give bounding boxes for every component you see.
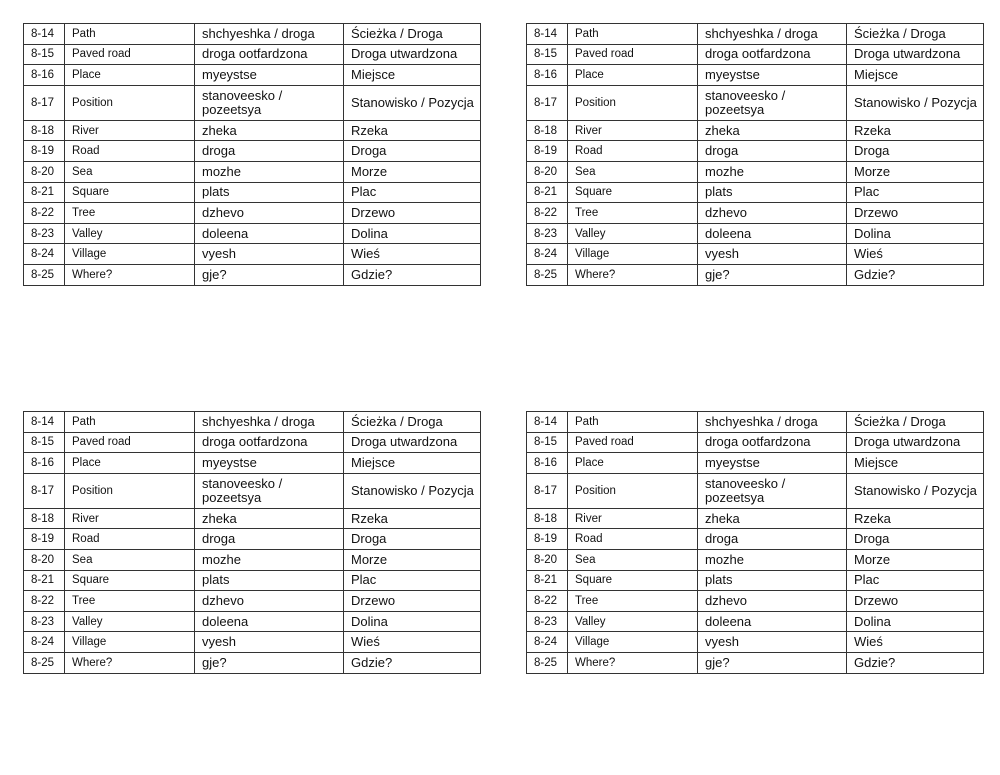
vocab-code-cell: 8-24 xyxy=(527,244,568,265)
vocab-polish-cell: Gdzie? xyxy=(847,652,984,673)
vocab-phonetic-cell: dzhevo xyxy=(698,591,847,612)
vocab-code-cell: 8-20 xyxy=(527,549,568,570)
vocab-phonetic-cell: gje? xyxy=(698,264,847,285)
vocab-phonetic-cell: myeystse xyxy=(698,65,847,86)
vocab-code-cell: 8-22 xyxy=(24,591,65,612)
vocab-phonetic-cell: stanoveesko / pozeetsya xyxy=(698,473,847,508)
table-row xyxy=(24,632,481,653)
vocab-english-cell: Paved road xyxy=(65,44,195,65)
vocab-code-cell: 8-15 xyxy=(24,44,65,65)
vocab-code-cell: 8-20 xyxy=(24,549,65,570)
vocab-phonetic-cell: plats xyxy=(195,570,344,591)
vocab-english-cell: Paved road xyxy=(568,44,698,65)
vocab-polish-cell: Droga xyxy=(344,529,481,550)
vocab-phonetic-cell: stanoveesko / pozeetsya xyxy=(195,85,344,120)
vocab-polish-cell: Drzewo xyxy=(847,591,984,612)
vocab-polish-cell: Miejsce xyxy=(847,65,984,86)
vocab-code-cell: 8-21 xyxy=(24,182,65,203)
table-row xyxy=(527,591,984,612)
vocab-english-cell: Place xyxy=(65,453,195,474)
vocab-code-cell: 8-19 xyxy=(527,141,568,162)
vocab-polish-cell: Ścieżka / Droga xyxy=(344,24,481,45)
vocab-table-bottom-left xyxy=(23,411,481,674)
vocab-code-cell: 8-25 xyxy=(527,652,568,673)
vocab-phonetic-cell: mozhe xyxy=(698,549,847,570)
table-row xyxy=(24,44,481,65)
vocab-polish-cell: Dolina xyxy=(847,611,984,632)
vocab-english-cell: Path xyxy=(65,24,195,45)
vocab-code-cell: 8-20 xyxy=(527,161,568,182)
vocab-english-cell: Place xyxy=(568,65,698,86)
vocab-phonetic-cell: plats xyxy=(195,182,344,203)
vocab-phonetic-cell: gje? xyxy=(195,264,344,285)
vocab-code-cell: 8-17 xyxy=(24,473,65,508)
table-row xyxy=(527,120,984,141)
table-row xyxy=(527,432,984,453)
vocab-english-cell: Village xyxy=(568,632,698,653)
vocab-english-cell: Where? xyxy=(65,264,195,285)
vocab-polish-cell: Plac xyxy=(344,182,481,203)
vocab-phonetic-cell: doleena xyxy=(698,611,847,632)
vocab-phonetic-cell: shchyeshka / droga xyxy=(698,24,847,45)
vocab-code-cell: 8-14 xyxy=(24,24,65,45)
vocab-polish-cell: Droga utwardzona xyxy=(847,44,984,65)
table-row xyxy=(527,264,984,285)
vocab-code-cell: 8-25 xyxy=(24,652,65,673)
vocab-polish-cell: Drzewo xyxy=(344,591,481,612)
vocab-polish-cell: Stanowisko / Pozycja xyxy=(847,473,984,508)
table-row xyxy=(24,549,481,570)
table-row xyxy=(527,244,984,265)
vocab-polish-cell: Gdzie? xyxy=(344,652,481,673)
vocab-code-cell: 8-25 xyxy=(24,264,65,285)
vocab-phonetic-cell: droga ootfardzona xyxy=(195,432,344,453)
vocab-phonetic-cell: dzhevo xyxy=(698,203,847,224)
vocab-code-cell: 8-23 xyxy=(527,223,568,244)
vocab-phonetic-cell: droga ootfardzona xyxy=(195,44,344,65)
vocab-english-cell: Square xyxy=(568,570,698,591)
vocab-phonetic-cell: dzhevo xyxy=(195,591,344,612)
vocab-code-cell: 8-15 xyxy=(527,432,568,453)
vocab-code-cell: 8-16 xyxy=(527,453,568,474)
vocab-phonetic-cell: stanoveesko / pozeetsya xyxy=(195,473,344,508)
vocab-phonetic-cell: droga xyxy=(698,141,847,162)
vocab-english-cell: Road xyxy=(568,141,698,162)
table-row xyxy=(24,85,481,120)
table-row xyxy=(527,529,984,550)
vocab-phonetic-cell: doleena xyxy=(698,223,847,244)
vocab-polish-cell: Drzewo xyxy=(344,203,481,224)
table-row xyxy=(527,473,984,508)
vocab-polish-cell: Morze xyxy=(344,549,481,570)
vocab-polish-cell: Miejsce xyxy=(344,65,481,86)
vocab-code-cell: 8-21 xyxy=(24,570,65,591)
vocab-phonetic-cell: shchyeshka / droga xyxy=(698,412,847,433)
vocab-code-cell: 8-25 xyxy=(527,264,568,285)
vocab-phonetic-cell: shchyeshka / droga xyxy=(195,24,344,45)
vocab-phonetic-cell: vyesh xyxy=(698,244,847,265)
vocab-polish-cell: Ścieżka / Droga xyxy=(847,412,984,433)
vocab-polish-cell: Wieś xyxy=(847,244,984,265)
table-row xyxy=(24,223,481,244)
table-row xyxy=(527,24,984,45)
vocab-polish-cell: Droga utwardzona xyxy=(344,432,481,453)
vocab-phonetic-cell: mozhe xyxy=(698,161,847,182)
vocab-code-cell: 8-17 xyxy=(527,473,568,508)
vocab-polish-cell: Plac xyxy=(847,182,984,203)
vocab-polish-cell: Miejsce xyxy=(344,453,481,474)
vocab-polish-cell: Wieś xyxy=(344,632,481,653)
vocab-phonetic-cell: droga ootfardzona xyxy=(698,44,847,65)
vocab-polish-cell: Morze xyxy=(847,549,984,570)
table-row xyxy=(527,508,984,529)
vocab-phonetic-cell: vyesh xyxy=(195,244,344,265)
vocab-table-bottom-right xyxy=(526,411,984,674)
vocab-polish-cell: Rzeka xyxy=(344,120,481,141)
table-row xyxy=(527,203,984,224)
vocab-phonetic-cell: myeystse xyxy=(698,453,847,474)
vocab-code-cell: 8-18 xyxy=(527,508,568,529)
vocab-english-cell: Road xyxy=(65,141,195,162)
table-row xyxy=(527,44,984,65)
table-row xyxy=(527,85,984,120)
vocab-polish-cell: Rzeka xyxy=(344,508,481,529)
vocab-code-cell: 8-17 xyxy=(527,85,568,120)
vocab-code-cell: 8-21 xyxy=(527,182,568,203)
table-row xyxy=(527,141,984,162)
vocab-code-cell: 8-14 xyxy=(24,412,65,433)
vocab-english-cell: Valley xyxy=(65,611,195,632)
vocab-english-cell: Road xyxy=(568,529,698,550)
vocab-phonetic-cell: zheka xyxy=(698,508,847,529)
table-row xyxy=(527,632,984,653)
vocab-english-cell: Tree xyxy=(65,591,195,612)
vocab-phonetic-cell: mozhe xyxy=(195,549,344,570)
vocab-polish-cell: Gdzie? xyxy=(847,264,984,285)
table-row xyxy=(24,141,481,162)
vocab-english-cell: Position xyxy=(568,473,698,508)
vocab-polish-cell: Ścieżka / Droga xyxy=(344,412,481,433)
vocab-english-cell: Valley xyxy=(568,611,698,632)
vocab-phonetic-cell: myeystse xyxy=(195,65,344,86)
vocab-english-cell: Path xyxy=(568,412,698,433)
table-row xyxy=(24,244,481,265)
vocab-english-cell: Valley xyxy=(65,223,195,244)
vocab-code-cell: 8-19 xyxy=(527,529,568,550)
vocab-phonetic-cell: doleena xyxy=(195,223,344,244)
vocab-english-cell: Tree xyxy=(568,591,698,612)
vocab-polish-cell: Rzeka xyxy=(847,120,984,141)
vocab-phonetic-cell: dzhevo xyxy=(195,203,344,224)
table-row xyxy=(527,570,984,591)
table-row xyxy=(24,65,481,86)
table-row xyxy=(24,473,481,508)
vocab-english-cell: Where? xyxy=(568,264,698,285)
vocab-phonetic-cell: plats xyxy=(698,182,847,203)
vocab-code-cell: 8-16 xyxy=(24,453,65,474)
vocab-english-cell: Sea xyxy=(568,549,698,570)
vocab-polish-cell: Droga utwardzona xyxy=(344,44,481,65)
vocab-phonetic-cell: mozhe xyxy=(195,161,344,182)
vocab-phonetic-cell: doleena xyxy=(195,611,344,632)
vocab-polish-cell: Wieś xyxy=(847,632,984,653)
vocab-code-cell: 8-22 xyxy=(527,203,568,224)
vocab-polish-cell: Morze xyxy=(344,161,481,182)
vocab-phonetic-cell: vyesh xyxy=(195,632,344,653)
vocab-english-cell: Square xyxy=(65,570,195,591)
vocab-code-cell: 8-24 xyxy=(24,632,65,653)
vocab-code-cell: 8-20 xyxy=(24,161,65,182)
vocab-phonetic-cell: droga xyxy=(698,529,847,550)
vocab-phonetic-cell: gje? xyxy=(698,652,847,673)
vocab-english-cell: River xyxy=(65,120,195,141)
table-row xyxy=(24,161,481,182)
table-row xyxy=(527,652,984,673)
vocab-polish-cell: Dolina xyxy=(344,611,481,632)
vocab-english-cell: Tree xyxy=(65,203,195,224)
table-row xyxy=(527,453,984,474)
vocab-code-cell: 8-22 xyxy=(24,203,65,224)
table-row xyxy=(24,591,481,612)
vocab-english-cell: Position xyxy=(65,85,195,120)
table-row xyxy=(24,24,481,45)
vocab-english-cell: Sea xyxy=(568,161,698,182)
vocab-polish-cell: Droga xyxy=(847,529,984,550)
vocab-phonetic-cell: vyesh xyxy=(698,632,847,653)
vocab-polish-cell: Dolina xyxy=(847,223,984,244)
vocab-code-cell: 8-18 xyxy=(24,508,65,529)
vocab-table-top-left xyxy=(23,23,481,286)
vocab-english-cell: River xyxy=(568,120,698,141)
vocab-english-cell: Position xyxy=(568,85,698,120)
vocab-polish-cell: Stanowisko / Pozycja xyxy=(344,473,481,508)
vocab-phonetic-cell: zheka xyxy=(195,508,344,529)
table-row xyxy=(24,508,481,529)
vocab-code-cell: 8-16 xyxy=(527,65,568,86)
vocab-phonetic-cell: plats xyxy=(698,570,847,591)
vocab-phonetic-cell: droga xyxy=(195,529,344,550)
vocab-code-cell: 8-15 xyxy=(24,432,65,453)
vocab-code-cell: 8-23 xyxy=(527,611,568,632)
vocab-polish-cell: Drzewo xyxy=(847,203,984,224)
table-row xyxy=(527,161,984,182)
vocab-english-cell: Path xyxy=(65,412,195,433)
vocab-phonetic-cell: gje? xyxy=(195,652,344,673)
vocab-english-cell: Where? xyxy=(65,652,195,673)
table-row xyxy=(527,611,984,632)
table-row xyxy=(527,65,984,86)
vocab-english-cell: Square xyxy=(568,182,698,203)
vocab-polish-cell: Dolina xyxy=(344,223,481,244)
table-row xyxy=(24,120,481,141)
vocab-english-cell: Tree xyxy=(568,203,698,224)
table-row xyxy=(24,432,481,453)
vocab-code-cell: 8-14 xyxy=(527,412,568,433)
table-row xyxy=(24,182,481,203)
table-row xyxy=(24,412,481,433)
vocab-english-cell: Square xyxy=(65,182,195,203)
vocab-polish-cell: Miejsce xyxy=(847,453,984,474)
vocab-code-cell: 8-15 xyxy=(527,44,568,65)
vocab-english-cell: Village xyxy=(65,244,195,265)
vocab-polish-cell: Droga xyxy=(344,141,481,162)
vocab-polish-cell: Gdzie? xyxy=(344,264,481,285)
vocab-polish-cell: Plac xyxy=(344,570,481,591)
vocab-english-cell: Road xyxy=(65,529,195,550)
vocab-polish-cell: Ścieżka / Droga xyxy=(847,24,984,45)
vocab-english-cell: Place xyxy=(65,65,195,86)
table-row xyxy=(24,570,481,591)
vocab-english-cell: River xyxy=(65,508,195,529)
vocab-code-cell: 8-18 xyxy=(24,120,65,141)
vocab-code-cell: 8-23 xyxy=(24,223,65,244)
vocab-phonetic-cell: zheka xyxy=(195,120,344,141)
vocab-english-cell: Paved road xyxy=(65,432,195,453)
vocab-polish-cell: Stanowisko / Pozycja xyxy=(344,85,481,120)
vocab-polish-cell: Morze xyxy=(847,161,984,182)
vocab-polish-cell: Stanowisko / Pozycja xyxy=(847,85,984,120)
vocab-code-cell: 8-23 xyxy=(24,611,65,632)
vocab-code-cell: 8-16 xyxy=(24,65,65,86)
vocab-phonetic-cell: droga xyxy=(195,141,344,162)
vocab-polish-cell: Droga xyxy=(847,141,984,162)
vocab-polish-cell: Droga utwardzona xyxy=(847,432,984,453)
vocab-english-cell: Position xyxy=(65,473,195,508)
table-row xyxy=(24,652,481,673)
vocab-polish-cell: Rzeka xyxy=(847,508,984,529)
vocab-polish-cell: Plac xyxy=(847,570,984,591)
vocab-english-cell: Place xyxy=(568,453,698,474)
vocab-phonetic-cell: droga ootfardzona xyxy=(698,432,847,453)
vocab-english-cell: Sea xyxy=(65,161,195,182)
vocab-polish-cell: Wieś xyxy=(344,244,481,265)
table-row xyxy=(527,223,984,244)
table-row xyxy=(527,182,984,203)
table-row xyxy=(527,412,984,433)
table-row xyxy=(24,203,481,224)
vocab-table-top-right xyxy=(526,23,984,286)
vocab-english-cell: Sea xyxy=(65,549,195,570)
vocab-phonetic-cell: stanoveesko / pozeetsya xyxy=(698,85,847,120)
vocab-code-cell: 8-21 xyxy=(527,570,568,591)
vocab-english-cell: River xyxy=(568,508,698,529)
vocab-phonetic-cell: myeystse xyxy=(195,453,344,474)
table-row xyxy=(527,549,984,570)
vocab-code-cell: 8-22 xyxy=(527,591,568,612)
vocab-code-cell: 8-24 xyxy=(527,632,568,653)
vocab-code-cell: 8-14 xyxy=(527,24,568,45)
vocab-code-cell: 8-17 xyxy=(24,85,65,120)
table-row xyxy=(24,611,481,632)
vocab-english-cell: Paved road xyxy=(568,432,698,453)
vocab-english-cell: Where? xyxy=(568,652,698,673)
vocab-code-cell: 8-24 xyxy=(24,244,65,265)
table-row xyxy=(24,529,481,550)
vocab-phonetic-cell: zheka xyxy=(698,120,847,141)
vocab-english-cell: Path xyxy=(568,24,698,45)
vocab-code-cell: 8-18 xyxy=(527,120,568,141)
vocab-code-cell: 8-19 xyxy=(24,529,65,550)
vocab-english-cell: Valley xyxy=(568,223,698,244)
vocab-english-cell: Village xyxy=(568,244,698,265)
table-row xyxy=(24,264,481,285)
vocab-code-cell: 8-19 xyxy=(24,141,65,162)
vocab-phonetic-cell: shchyeshka / droga xyxy=(195,412,344,433)
vocab-english-cell: Village xyxy=(65,632,195,653)
table-row xyxy=(24,453,481,474)
